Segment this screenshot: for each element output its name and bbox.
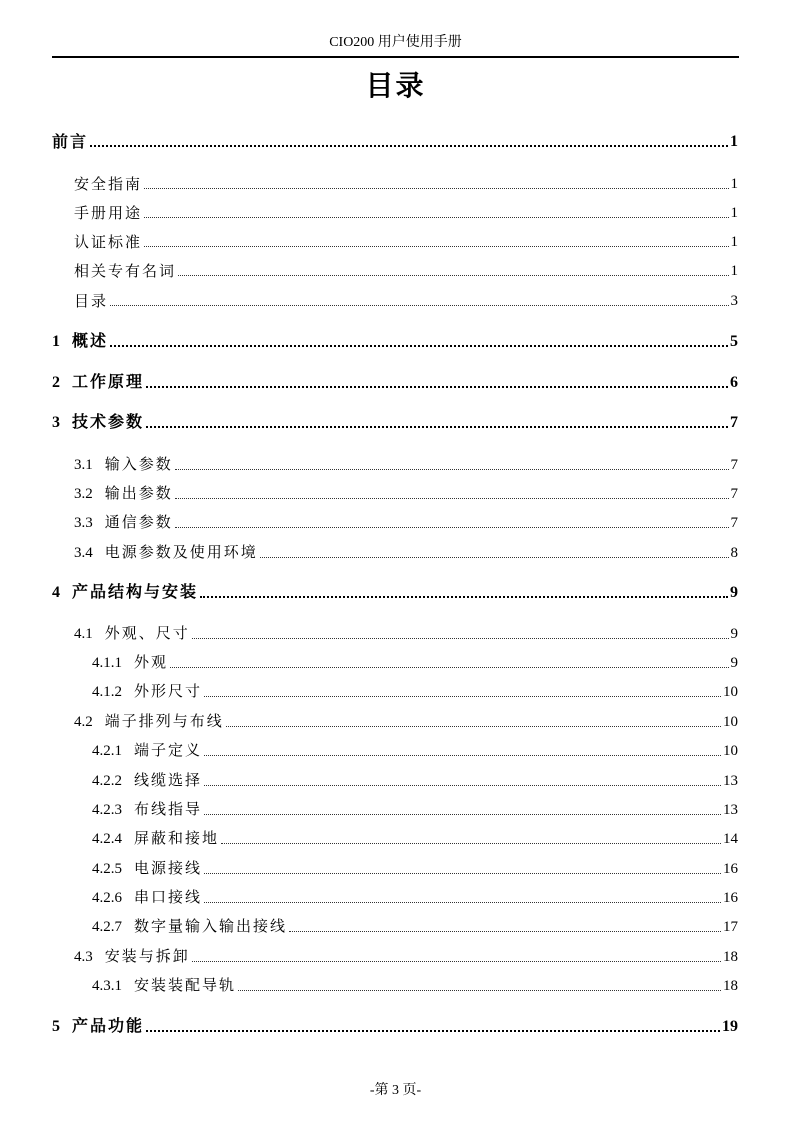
- dot-leader: [226, 726, 721, 727]
- toc-entry[interactable]: [92, 915, 738, 937]
- toc-entry-label: 相关专有名词: [74, 262, 177, 280]
- toc-entry-page: 10: [723, 743, 738, 759]
- toc-entry-label: 安全指南: [74, 175, 143, 193]
- toc-entry-label: [92, 887, 202, 908]
- dot-leader: [204, 696, 721, 697]
- toc-entry-text: 产品功能: [72, 1016, 145, 1035]
- toc-entry[interactable]: [74, 172, 738, 194]
- dot-leader: [110, 305, 728, 306]
- toc-entry[interactable]: [74, 541, 738, 563]
- toc-entry-page: 7: [730, 515, 738, 531]
- dot-leader: [110, 345, 728, 347]
- toc-entry-number: 4.2: [74, 714, 93, 730]
- dot-leader: [90, 145, 728, 147]
- toc-entry-page: 1: [730, 133, 738, 150]
- toc-entry-text: 线缆选择: [134, 771, 203, 789]
- toc-entry[interactable]: [92, 857, 738, 879]
- toc-entry-text: 串口接线: [134, 888, 203, 906]
- toc-entry-label: 前言: [52, 132, 89, 151]
- toc-entry[interactable]: [92, 739, 738, 761]
- toc-entry-number: 3.1: [74, 457, 93, 473]
- toc-entry-page: 16: [723, 890, 738, 906]
- toc-entry-page: 3: [730, 293, 738, 309]
- toc-entry[interactable]: [74, 289, 738, 311]
- toc-entry-page: 19: [722, 1018, 738, 1035]
- toc-entry[interactable]: [74, 622, 738, 644]
- toc-entry-page: 1: [730, 234, 738, 250]
- toc-entry[interactable]: [52, 581, 738, 603]
- dot-leader: [204, 814, 721, 815]
- toc-entry-label: [92, 770, 202, 791]
- toc-entry[interactable]: [74, 482, 738, 504]
- toc-entry-number: 3.4: [74, 545, 93, 561]
- toc-entry-page: 10: [723, 684, 738, 700]
- toc-entry[interactable]: [92, 798, 738, 820]
- dot-leader: [144, 217, 728, 218]
- dot-leader: [204, 785, 721, 786]
- toc-entry[interactable]: [74, 230, 738, 252]
- toc-entry-text: 数字量输入输出接线: [134, 917, 288, 935]
- toc-entry-text: 外观、尺寸: [104, 624, 190, 642]
- toc-entry-label: 目录: [74, 292, 109, 310]
- toc-entry-text: 技术参数: [72, 412, 145, 431]
- toc-entry-number: 4.2.4: [92, 831, 122, 847]
- toc-entry[interactable]: [74, 201, 738, 223]
- toc-entry-label: [92, 828, 219, 849]
- toc-entry-number: 4.2.7: [92, 919, 122, 935]
- toc-entry-label: [92, 652, 168, 673]
- toc-entry-label: [92, 916, 287, 937]
- toc-entry-label: [74, 711, 224, 732]
- toc-entry[interactable]: [74, 453, 738, 475]
- dot-leader: [146, 386, 728, 388]
- toc-entry-number: 2: [52, 374, 60, 391]
- toc-entry[interactable]: [92, 651, 738, 673]
- toc-entry[interactable]: [52, 411, 738, 433]
- toc-entry-number: 4.3.1: [92, 978, 122, 994]
- toc-entry-page: 16: [723, 861, 738, 877]
- dot-leader: [204, 902, 721, 903]
- toc-entry-label: 认证标准: [74, 233, 143, 251]
- toc-entry-number: 4.1.1: [92, 655, 122, 671]
- toc-entry-label: 手册用途: [74, 204, 143, 222]
- toc-entry-page: 9: [730, 584, 738, 601]
- toc-entry-page: 9: [730, 655, 738, 671]
- toc-entry-page: 7: [730, 414, 738, 431]
- toc-entry-label: [52, 331, 108, 352]
- toc-entry-text: 安装与拆卸: [104, 947, 190, 965]
- toc-entry-page: 1: [730, 263, 738, 279]
- toc-entry-text: 端子定义: [134, 741, 203, 759]
- toc-entry[interactable]: [74, 511, 738, 533]
- toc-entry-label: [74, 542, 258, 563]
- dot-leader: [178, 275, 728, 276]
- dot-leader: [170, 667, 728, 668]
- dot-leader: [175, 527, 729, 528]
- toc-entry-page: 1: [730, 176, 738, 192]
- toc-entry-label: [92, 799, 202, 820]
- toc-entry-label: [52, 372, 144, 393]
- toc-entry-page: 18: [723, 978, 738, 994]
- header-rule: [52, 56, 739, 58]
- toc-entry-number: 5: [52, 1018, 60, 1035]
- dot-leader: [238, 990, 721, 991]
- toc-entry-page: 1: [730, 205, 738, 221]
- toc-entry-label: [52, 412, 144, 433]
- running-header: CIO200 用户使用手册: [329, 35, 462, 50]
- dot-leader: [144, 246, 728, 247]
- dot-leader: [289, 931, 721, 932]
- toc-entry[interactable]: [52, 371, 738, 393]
- toc-entry-page: 6: [730, 374, 738, 391]
- toc-entry-number: 3.2: [74, 486, 93, 502]
- toc-entry-text: 输入参数: [104, 455, 173, 473]
- toc-entry-label: [52, 1016, 144, 1037]
- dot-leader: [146, 1030, 720, 1032]
- toc-entry-label: [92, 858, 202, 879]
- toc-entry-text: 端子排列与布线: [104, 712, 224, 730]
- toc-entry[interactable]: [92, 827, 738, 849]
- toc-entry[interactable]: [92, 886, 738, 908]
- toc-entry-label: [92, 975, 236, 996]
- toc-entry[interactable]: [74, 945, 738, 967]
- toc-entry-number: 4.2.6: [92, 890, 122, 906]
- toc-entry-text: 电源接线: [134, 859, 203, 877]
- toc-entry-number: 4.2.2: [92, 773, 122, 789]
- toc-entry-page: 14: [723, 831, 738, 847]
- toc-entry-page: 13: [723, 773, 738, 789]
- toc-entry-number: 4.2.1: [92, 743, 122, 759]
- toc-entry-number: 3: [52, 414, 60, 431]
- toc-entry-number: 3.3: [74, 515, 93, 531]
- dot-leader: [192, 638, 729, 639]
- toc-entry-label: [74, 623, 190, 644]
- toc-entry-page: 7: [730, 486, 738, 502]
- dot-leader: [192, 961, 721, 962]
- toc-entry-page: 5: [730, 333, 738, 350]
- toc-entry-page: 9: [730, 626, 738, 642]
- toc-entry-page: 17: [723, 919, 738, 935]
- toc-entry-number: 4.1.2: [92, 684, 122, 700]
- toc-entry[interactable]: [92, 974, 738, 996]
- toc-entry-text: 外观: [134, 653, 169, 671]
- dot-leader: [144, 188, 728, 189]
- toc-entry-text: 屏蔽和接地: [134, 829, 220, 847]
- toc-entry[interactable]: [52, 330, 738, 352]
- toc-entry-label: [74, 946, 190, 967]
- toc-entry-number: 4: [52, 584, 60, 601]
- toc-entry-text: 外形尺寸: [134, 682, 203, 700]
- toc-entry[interactable]: [92, 680, 738, 702]
- toc-entry-text: 安装装配导轨: [134, 976, 237, 994]
- dot-leader: [204, 873, 721, 874]
- toc-entry[interactable]: [52, 1015, 738, 1037]
- toc-entry-page: 10: [723, 714, 738, 730]
- toc-entry-label: [74, 454, 173, 475]
- toc-entry-label: [74, 512, 173, 533]
- toc-entry-number: 4.2.3: [92, 802, 122, 818]
- toc-entry-number: 4.1: [74, 626, 93, 642]
- dot-leader: [175, 469, 729, 470]
- toc-entry-label: [52, 582, 198, 603]
- toc-entry-page: 18: [723, 949, 738, 965]
- toc-entry-text: 概述: [72, 331, 109, 350]
- dot-leader: [200, 596, 728, 598]
- toc-entry-number: 1: [52, 333, 60, 350]
- toc-entry-text: 通信参数: [104, 513, 173, 531]
- toc-entry-label: [74, 483, 173, 504]
- toc-entry-text: 布线指导: [134, 800, 203, 818]
- toc-entry-text: 工作原理: [72, 372, 145, 391]
- toc-entry-text: 产品结构与安装: [72, 582, 199, 601]
- toc-entry-text: 输出参数: [104, 484, 173, 502]
- dot-leader: [260, 557, 729, 558]
- toc-entry-label: [92, 740, 202, 761]
- toc-entry[interactable]: [52, 130, 738, 152]
- dot-leader: [221, 843, 721, 844]
- toc-entry-number: 4.2.5: [92, 861, 122, 877]
- toc-entry-label: [92, 681, 202, 702]
- toc-title: 目录: [365, 69, 426, 102]
- dot-leader: [146, 426, 728, 428]
- toc-entry-page: 13: [723, 802, 738, 818]
- toc-entry[interactable]: [74, 259, 738, 281]
- dot-leader: [204, 755, 721, 756]
- toc-entry-page: 8: [730, 545, 738, 561]
- dot-leader: [175, 498, 729, 499]
- toc-entry[interactable]: [74, 710, 738, 732]
- toc-entry-text: 电源参数及使用环境: [104, 543, 258, 561]
- toc-entry[interactable]: [92, 769, 738, 791]
- page-footer: -第 3 页-: [369, 1083, 422, 1098]
- toc-entry-number: 4.3: [74, 949, 93, 965]
- toc-entry-page: 7: [730, 457, 738, 473]
